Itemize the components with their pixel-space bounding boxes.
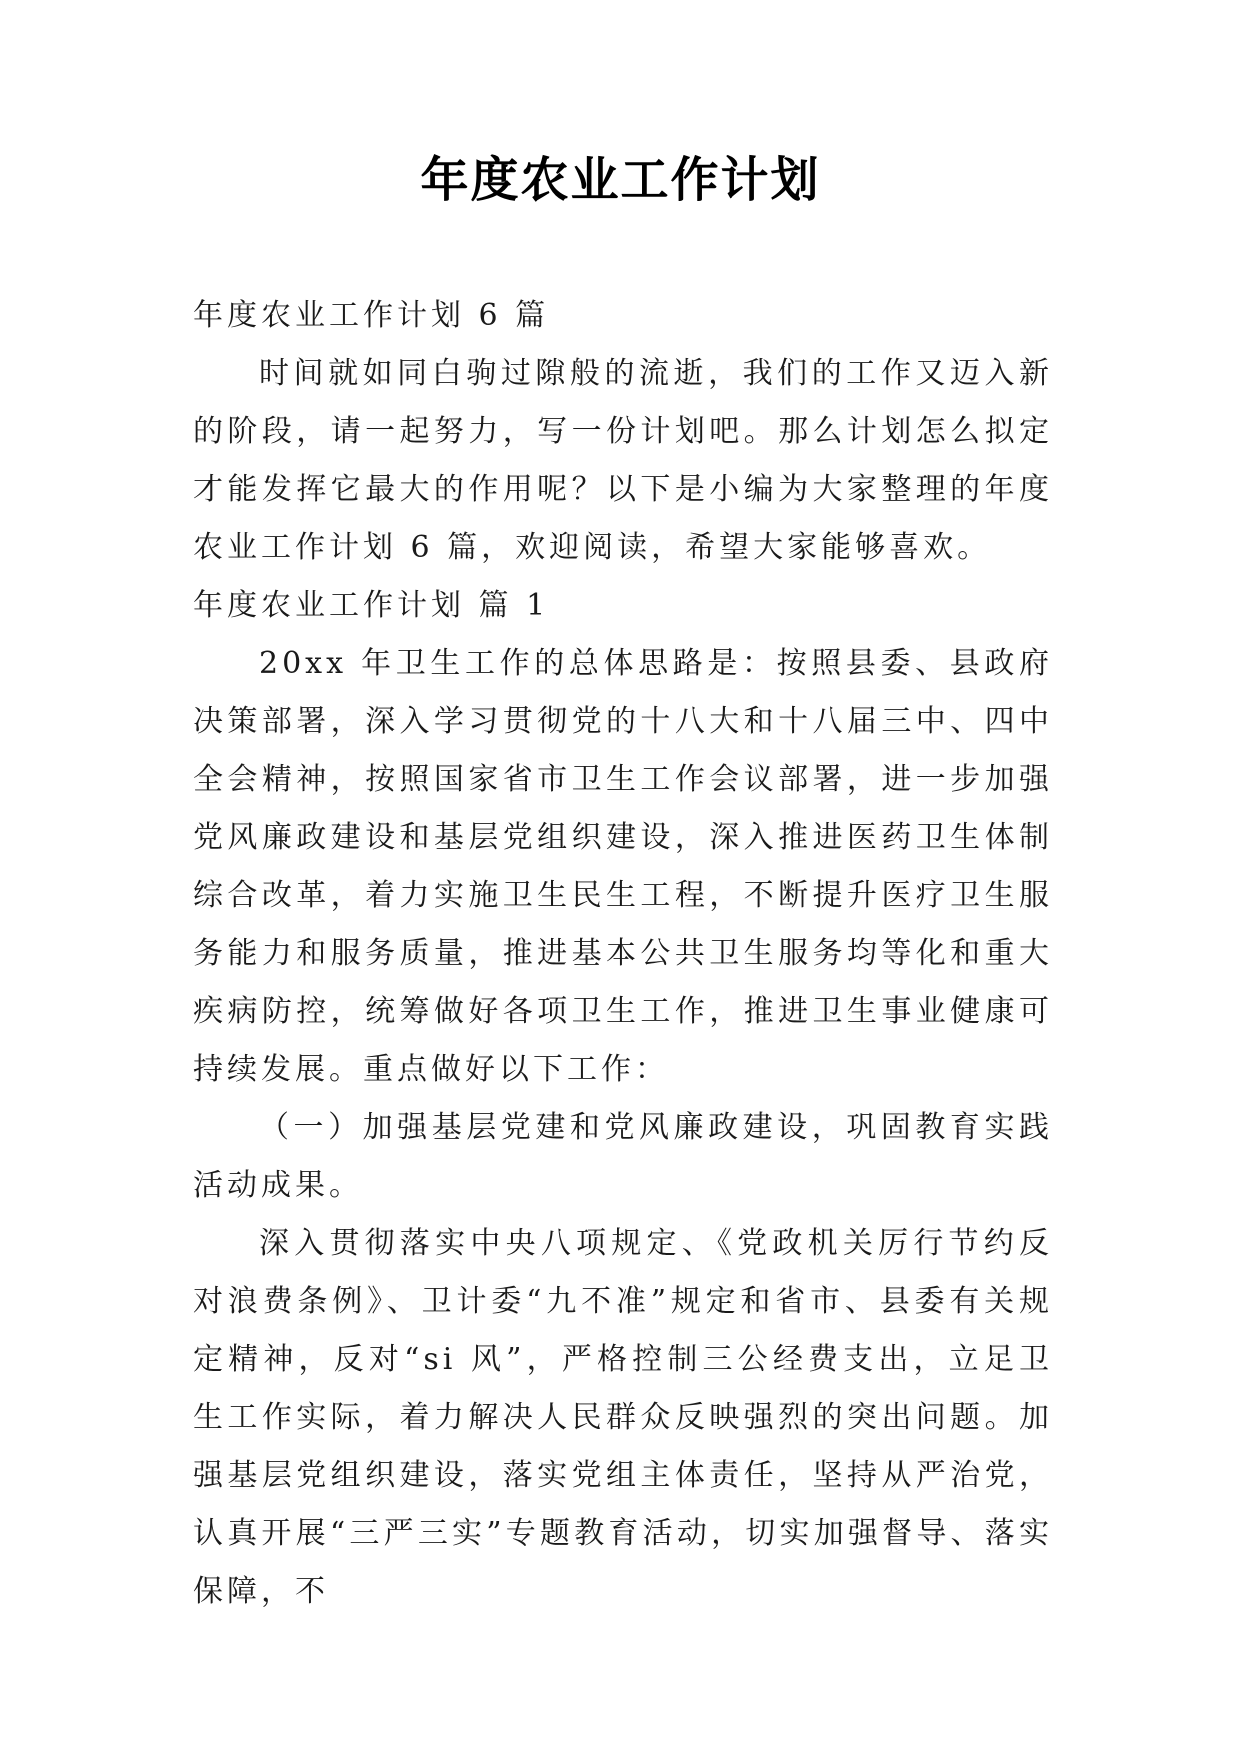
document-subtitle: 年度农业工作计划 6 篇 <box>193 298 550 333</box>
body-paragraph-1: 20xx 年卫生工作的总体思路是：按照县委、县政府决策部署，深入学习贯彻党的十八大和十八届三中、四中全会精神，按照国家省市卫生工作会议部署，进一步加强党风廉政建设和基层党组织建设，深入推进医药卫生体制综合改革，着力实施卫生民生工程，不断提升医疗卫生服务能力和服务质量，推进基本公共卫生服务均等化和重大疾病防控，统筹做好各项卫生工作，推进卫生事业健康可持续发展。重点做好以下工作： <box>193 646 1053 1087</box>
list-item-1: （一）加强基层党建和党风廉政建设，巩固教育实践活动成果。 <box>193 1110 1053 1203</box>
intro-paragraph: 时间就如同白驹过隙般的流逝，我们的工作又迈入新的阶段，请一起努力，写一份计划吧。那么计划怎么拟定才能发挥它最大的作用呢？以下是小编为大家整理的年度农业工作计划 6 篇，欢迎阅读，希望大家能够喜欢。 <box>193 356 1053 565</box>
document-title: 年度农业工作计划 <box>420 152 821 208</box>
section-heading: 年度农业工作计划 篇 1 <box>193 588 550 623</box>
document-body <box>193 287 1053 1621</box>
body-paragraph-2: 深入贯彻落实中央八项规定、《党政机关厉行节约反对浪费条例》、卫计委“九不准”规定和省市、县委有关规定精神，反对“si 风”，严格控制三公经费支出，立足卫生工作实际，着力解决人民群众反映强烈的突出问题。加强基层党组织建设，落实党组主体责任，坚持从严治党，认真开展“三严三实”专题教育活动，切实加强督导、落实保障，不 <box>193 1226 1053 1609</box>
